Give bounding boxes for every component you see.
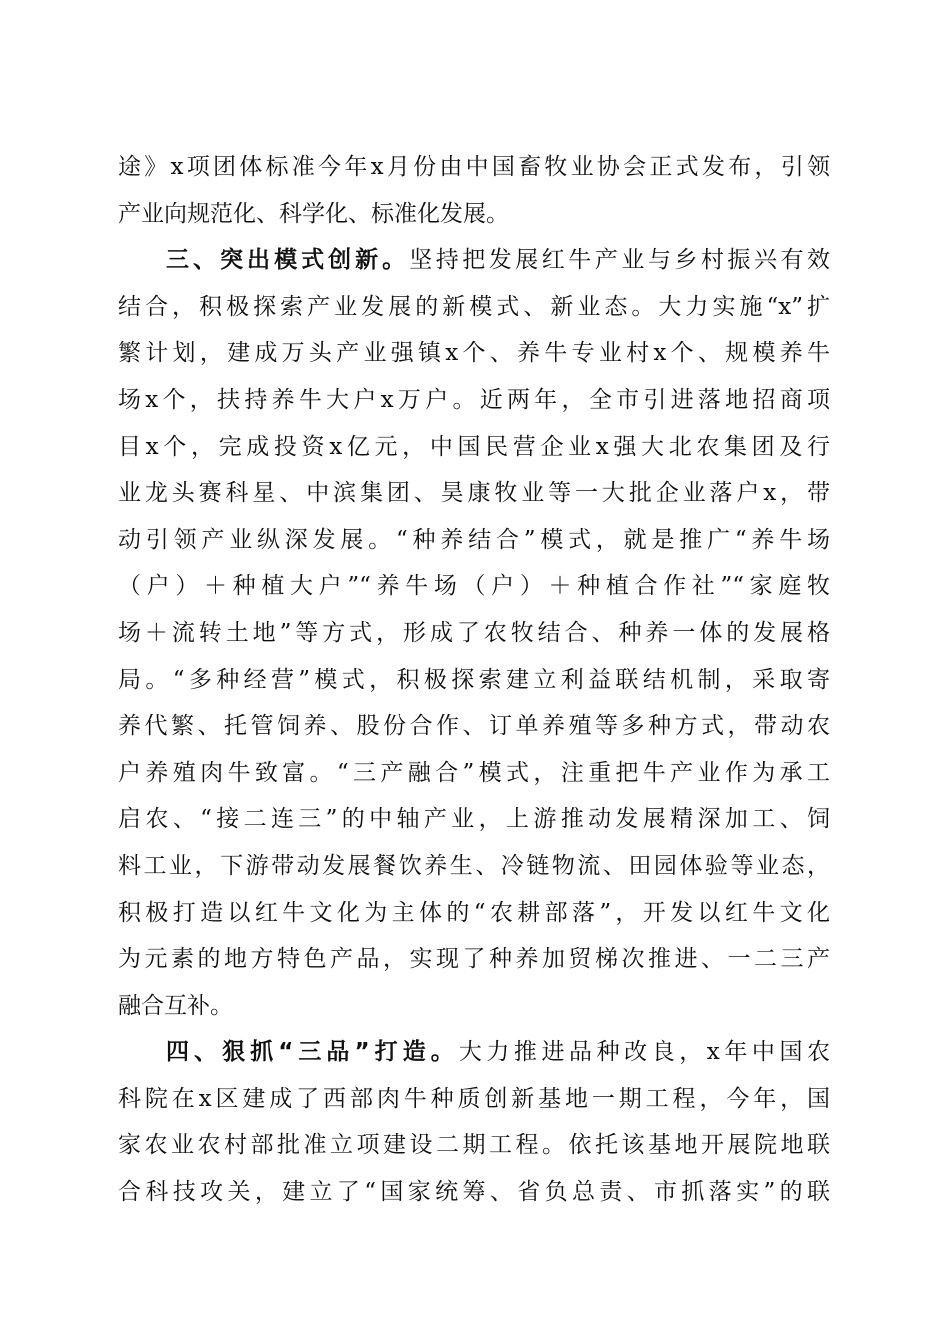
- text-line: （户）＋种植大户”“养牛场（户）＋种植合作社”“家庭牧: [118, 573, 830, 600]
- text-line: 局。“多种经营”模式，积极探索建立利益联结机制，采取寄: [118, 666, 830, 693]
- section-heading: 三、突出模式创新。: [166, 247, 410, 274]
- text-line: 养代繁、托管饲养、股份合作、订单养殖等多种方式，带动农: [118, 713, 830, 740]
- text-line: 繁计划，建成万头产业强镇x个、养牛专业村x个、规模养牛: [118, 340, 830, 367]
- text-line: 为元素的地方特色产品，实现了种养加贸梯次推进、一二三产: [118, 946, 830, 973]
- paragraph-section-three: [118, 237, 830, 1029]
- text-line: 融合互补。: [118, 992, 233, 1019]
- text-line: 动引领产业纵深发展。“种养结合”模式，就是推广“养牛场: [118, 526, 830, 553]
- text-line: 合科技攻关，建立了“国家统筹、省负总责、市抓落实”的联: [118, 1179, 830, 1206]
- document-body: [118, 144, 830, 1216]
- text-line: 场＋流转土地”等方式，形成了农牧结合、种养一体的发展格: [118, 619, 830, 646]
- text-line: 途》x项团体标准今年x月份由中国畜牧业协会正式发布，引领: [118, 154, 830, 180]
- text-line-first: [118, 1029, 830, 1076]
- paragraph-section-four: [118, 1029, 830, 1215]
- text-line: 料工业，下游带动发展餐饮养生、冷链物流、田园体验等业态，: [118, 852, 830, 879]
- text-line: 家农业农村部批准立项建设二期工程。依托该基地开展院地联: [118, 1132, 830, 1159]
- section-heading: 四、狠抓“三品”打造。: [166, 1039, 459, 1066]
- text-line: 户养殖肉牛致富。“三产融合”模式，注重把牛产业作为承工: [118, 759, 830, 786]
- text-line: 目x个，完成投资x亿元，中国民营企业x强大北农集团及行: [118, 433, 830, 460]
- text-line: 科院在x区建成了西部肉牛种质创新基地一期工程，今年，国: [118, 1085, 830, 1112]
- text-line: 场x个，扶持养牛大户x万户。近两年，全市引进落地招商项: [118, 386, 830, 413]
- text-line: 产业向规范化、科学化、标准化发展。: [118, 200, 509, 227]
- text-line: 结合，积极探索产业发展的新模式、新业态。大力实施“x”扩: [118, 293, 830, 320]
- text-line: 业龙头赛科星、中滨集团、昊康牧业等一大批企业落户x，带: [118, 480, 830, 507]
- text-run: 大力推进品种改良，x年中国农: [458, 1039, 830, 1066]
- text-run: 坚持把发展红牛产业与乡村振兴有效: [409, 247, 831, 274]
- paragraph-continuation: [118, 144, 830, 237]
- text-line-first: [118, 237, 830, 284]
- text-line: 启农、“接二连三”的中轴产业，上游推动发展精深加工、饲: [118, 806, 830, 833]
- text-line: 积极打造以红牛文化为主体的“农耕部落”，开发以红牛文化: [118, 899, 830, 926]
